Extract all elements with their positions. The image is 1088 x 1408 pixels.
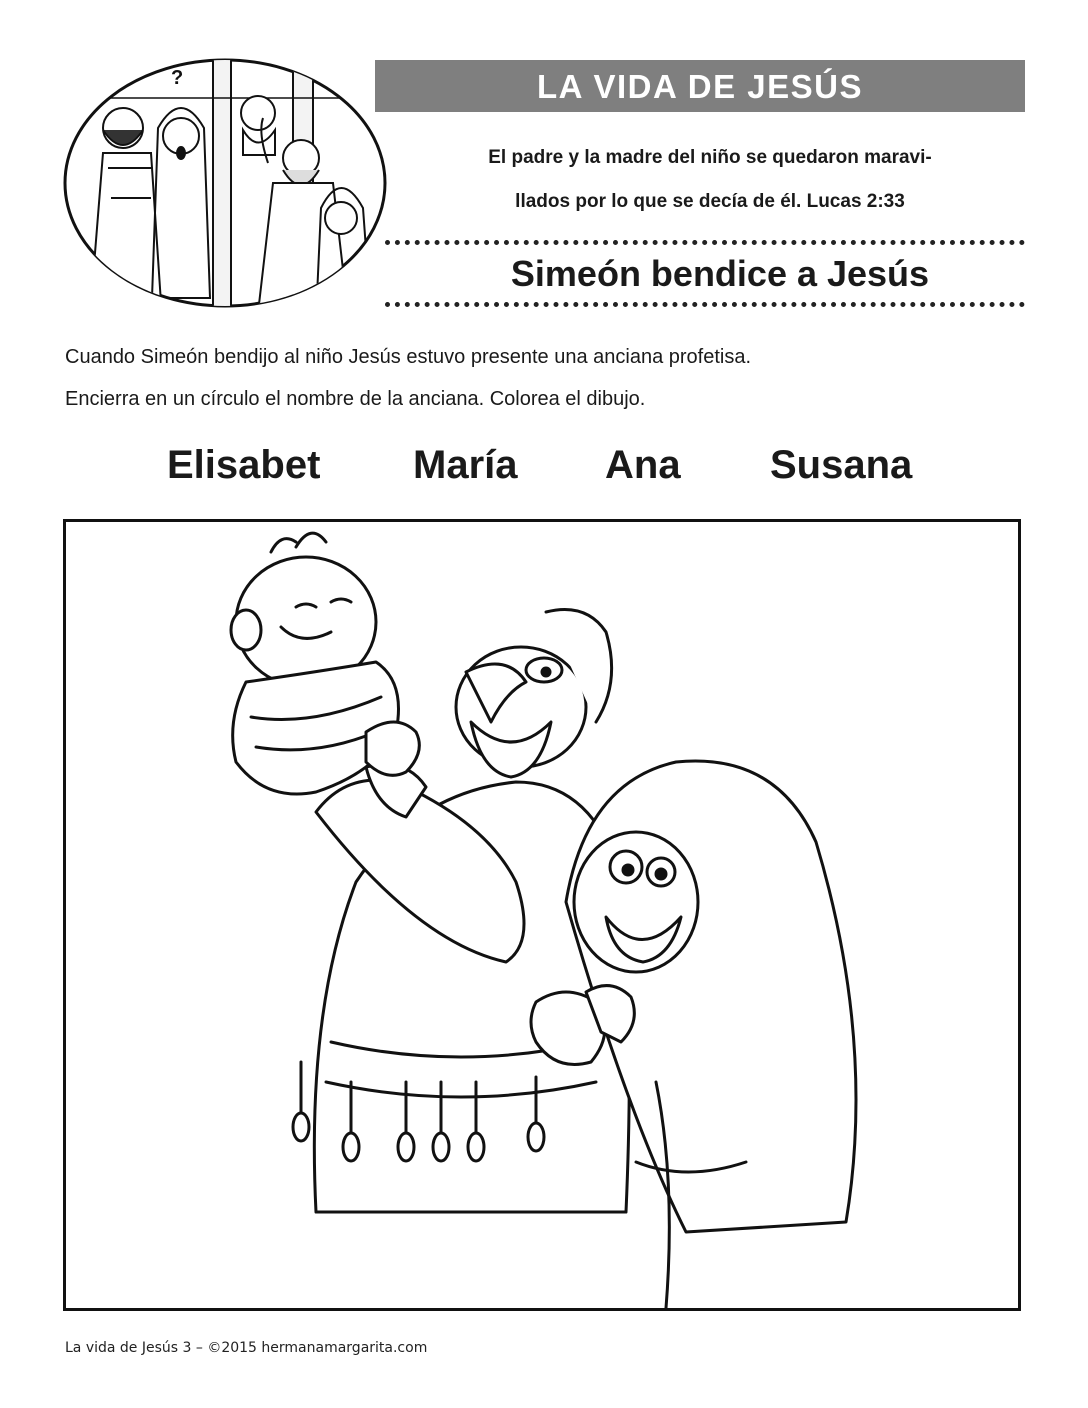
name-option-elisabet[interactable]: Elisabet <box>167 443 321 487</box>
question-mark: ? <box>171 67 184 89</box>
lesson-title: Simeón bendice a Jesús <box>510 253 930 294</box>
baby-head <box>241 96 275 130</box>
anna-head <box>325 202 357 234</box>
dotted-divider-bottom <box>385 302 1025 307</box>
name-option-maria[interactable]: María <box>413 443 518 487</box>
name-option-ana[interactable]: Ana <box>605 443 681 487</box>
coloring-drawing-frame <box>63 519 1021 1311</box>
name-option-susana[interactable]: Susana <box>770 443 913 487</box>
verse-line-2: llados por lo que se decía de él. Lucas 2:33 <box>515 191 905 212</box>
verse-line-1: El padre y la madre del niño se quedaron maravi- <box>488 147 932 168</box>
series-title: LA VIDA DE JESÚS <box>537 68 863 105</box>
instructions <box>65 336 1045 420</box>
instruction-line-2: Encierra en un círculo el nombre de la anciana. Colorea el dibujo. <box>65 388 646 410</box>
oval-illustration <box>63 58 387 308</box>
footer-credit: La vida de Jesús 3 – ©2015 hermanamargarita.com <box>65 1340 428 1356</box>
dotted-divider-top <box>385 240 1025 245</box>
series-banner <box>375 60 1025 112</box>
instruction-line-1: Cuando Simeón bendijo al niño Jesús estuvo presente una anciana profetisa. <box>65 346 752 368</box>
coloring-drawing <box>66 522 1018 1308</box>
bible-verse <box>400 136 1020 224</box>
